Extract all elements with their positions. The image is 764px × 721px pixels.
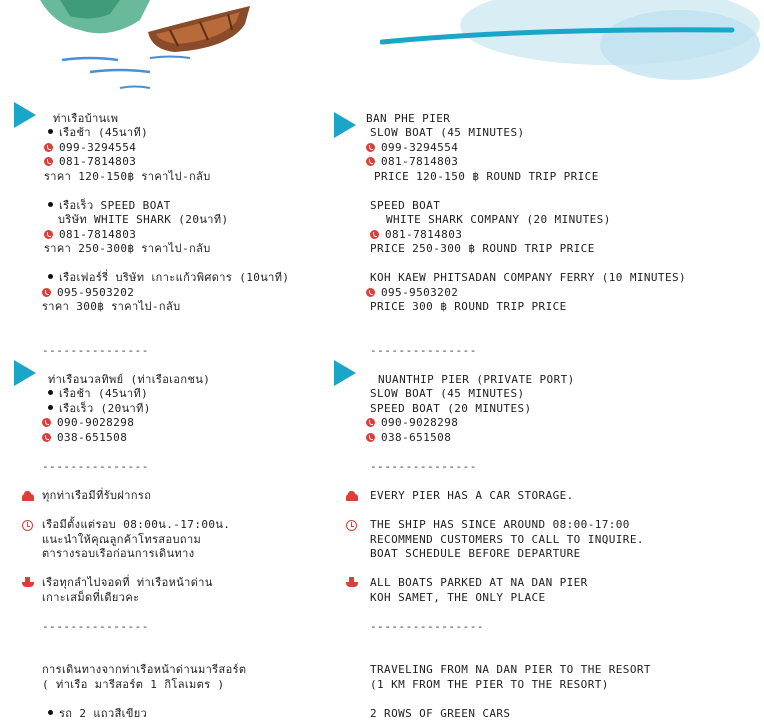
phone-number[interactable]: 099-3294554: [366, 141, 458, 155]
info-text: SLOW BOAT (45 MINUTES): [370, 387, 525, 400]
divider: ---------------: [370, 344, 477, 357]
info-text: BOAT SCHEDULE BEFORE DEPARTURE: [370, 547, 581, 560]
bullet-icon: [48, 129, 53, 134]
price-text: ราคา 250-300฿ ราคาไป-กลับ: [44, 242, 211, 255]
phone-number[interactable]: 090-9028298: [42, 416, 134, 430]
triangle-marker-icon: [334, 360, 356, 386]
phone-number[interactable]: 081-7814803: [370, 228, 462, 242]
price-text: ราคา 120-150฿ ราคาไป-กลับ: [44, 170, 211, 183]
info-text: KOH SAMET, THE ONLY PLACE: [370, 591, 546, 604]
list-item: รถ 2 แถวสีเขียว: [48, 707, 147, 721]
phone-icon: [44, 143, 53, 152]
info-text: ALL BOATS PARKED AT NA DAN PIER: [370, 576, 588, 589]
triangle-marker-icon: [14, 102, 36, 128]
info-text: SPEED BOAT: [370, 199, 441, 212]
info-text: เกาะเสม็ดที่เดียวคะ: [42, 591, 140, 604]
bullet-icon: [48, 390, 53, 395]
boat-icon: [22, 582, 34, 587]
triangle-marker-icon: [334, 112, 356, 138]
phone-number[interactable]: 081-7814803: [44, 228, 136, 242]
phone-number[interactable]: 038-651508: [366, 431, 451, 445]
company-text: WHITE SHARK COMPANY (20 MINUTES): [386, 213, 611, 226]
bullet-icon: [48, 274, 53, 279]
phone-icon: [366, 157, 375, 166]
list-item: เรือเร็ว SPEED BOAT: [48, 199, 171, 213]
info-text: ทุกท่าเรือมีที่รับฝากรถ: [42, 489, 152, 502]
car-icon: [346, 494, 358, 501]
company-text: บริษัท WHITE SHARK (20นาที): [58, 213, 229, 226]
phone-icon: [370, 230, 379, 239]
info-text: ตารางรอบเรือก่อนการเดินทาง: [42, 547, 195, 560]
info-text: THE SHIP HAS SINCE AROUND 08:00-17:00: [370, 518, 630, 531]
info-text: TRAVELING FROM NA DAN PIER TO THE RESORT: [370, 663, 651, 676]
phone-number[interactable]: 081-7814803: [44, 155, 136, 169]
info-text: การเดินทางจากท่าเรือหน้าด่านมารีสอร์ต: [42, 663, 247, 676]
divider: ---------------: [370, 460, 477, 473]
info-text: EVERY PIER HAS A CAR STORAGE.: [370, 489, 574, 502]
info-text: SPEED BOAT (20 MINUTES): [370, 402, 532, 415]
info-text: 2 ROWS OF GREEN CARS: [370, 707, 511, 720]
phone-number[interactable]: 081-7814803: [366, 155, 458, 169]
divider: ---------------: [42, 460, 149, 473]
pier-title: BAN PHE PIER: [366, 112, 451, 125]
info-text: (1 KM FROM THE PIER TO THE RESORT): [370, 678, 609, 691]
triangle-marker-icon: [14, 360, 36, 386]
info-text: เรือทุกลำไปจอดที่ ท่าเรือหน้าด่าน: [42, 576, 213, 589]
info-text: ( ท่าเรือ มารีสอร์ต 1 กิโลเมตร ): [42, 678, 225, 691]
list-item: เรือช้า (45นาที): [48, 126, 148, 140]
divider: ---------------: [42, 620, 149, 633]
phone-icon: [366, 288, 375, 297]
price-text: PRICE 250-300 ฿ ROUND TRIP PRICE: [370, 242, 595, 255]
pier-title: ท่าเรือนวลทิพย์ (ท่าเรือเอกชน): [48, 373, 211, 386]
price-text: PRICE 120-150 ฿ ROUND TRIP PRICE: [374, 170, 599, 183]
watercolor-cloud-illustration: [380, 0, 764, 90]
info-text: KOH KAEW PHITSADAN COMPANY FERRY (10 MINUTES): [370, 271, 687, 284]
list-item: เรือเฟอร์รี่ บริษัท เกาะแก้วพิศดาร (10นาที): [48, 271, 289, 285]
pier-title: NUANTHIP PIER (PRIVATE PORT): [378, 373, 575, 386]
phone-number[interactable]: 090-9028298: [366, 416, 458, 430]
divider: ---------------: [42, 344, 149, 357]
price-text: ราคา 300฿ ราคาไป-กลับ: [42, 300, 181, 313]
phone-icon: [366, 143, 375, 152]
phone-icon: [366, 418, 375, 427]
info-text: เรือมีตั้งแต่รอบ 08:00น.-17:00น.: [42, 518, 231, 531]
phone-number[interactable]: 095-9503202: [366, 286, 458, 300]
bullet-icon: [48, 405, 53, 410]
phone-icon: [44, 157, 53, 166]
clock-icon: [22, 520, 33, 531]
info-text: แนะนำให้คุณลูกค้าโทรสอบถาม: [42, 533, 202, 546]
watercolor-boat-illustration: [0, 0, 300, 100]
pier-title: ท่าเรือบ้านเพ: [53, 112, 119, 125]
info-text: SLOW BOAT (45 MINUTES): [370, 126, 525, 139]
phone-number[interactable]: 099-3294554: [44, 141, 136, 155]
phone-icon: [42, 288, 51, 297]
phone-icon: [366, 433, 375, 442]
car-icon: [22, 494, 34, 501]
bullet-icon: [48, 202, 53, 207]
price-text: PRICE 300 ฿ ROUND TRIP PRICE: [370, 300, 567, 313]
bullet-icon: [48, 710, 53, 715]
boat-icon: [346, 582, 358, 587]
phone-number[interactable]: 038-651508: [42, 431, 127, 445]
phone-icon: [44, 230, 53, 239]
phone-icon: [42, 433, 51, 442]
list-item: เรือเร็ว (20นาที): [48, 402, 151, 416]
divider: ----------------: [370, 620, 484, 633]
info-text: RECOMMEND CUSTOMERS TO CALL TO INQUIRE.: [370, 533, 644, 546]
phone-icon: [42, 418, 51, 427]
list-item: เรือช้า (45นาที): [48, 387, 148, 401]
phone-number[interactable]: 095-9503202: [42, 286, 134, 300]
clock-icon: [346, 520, 357, 531]
